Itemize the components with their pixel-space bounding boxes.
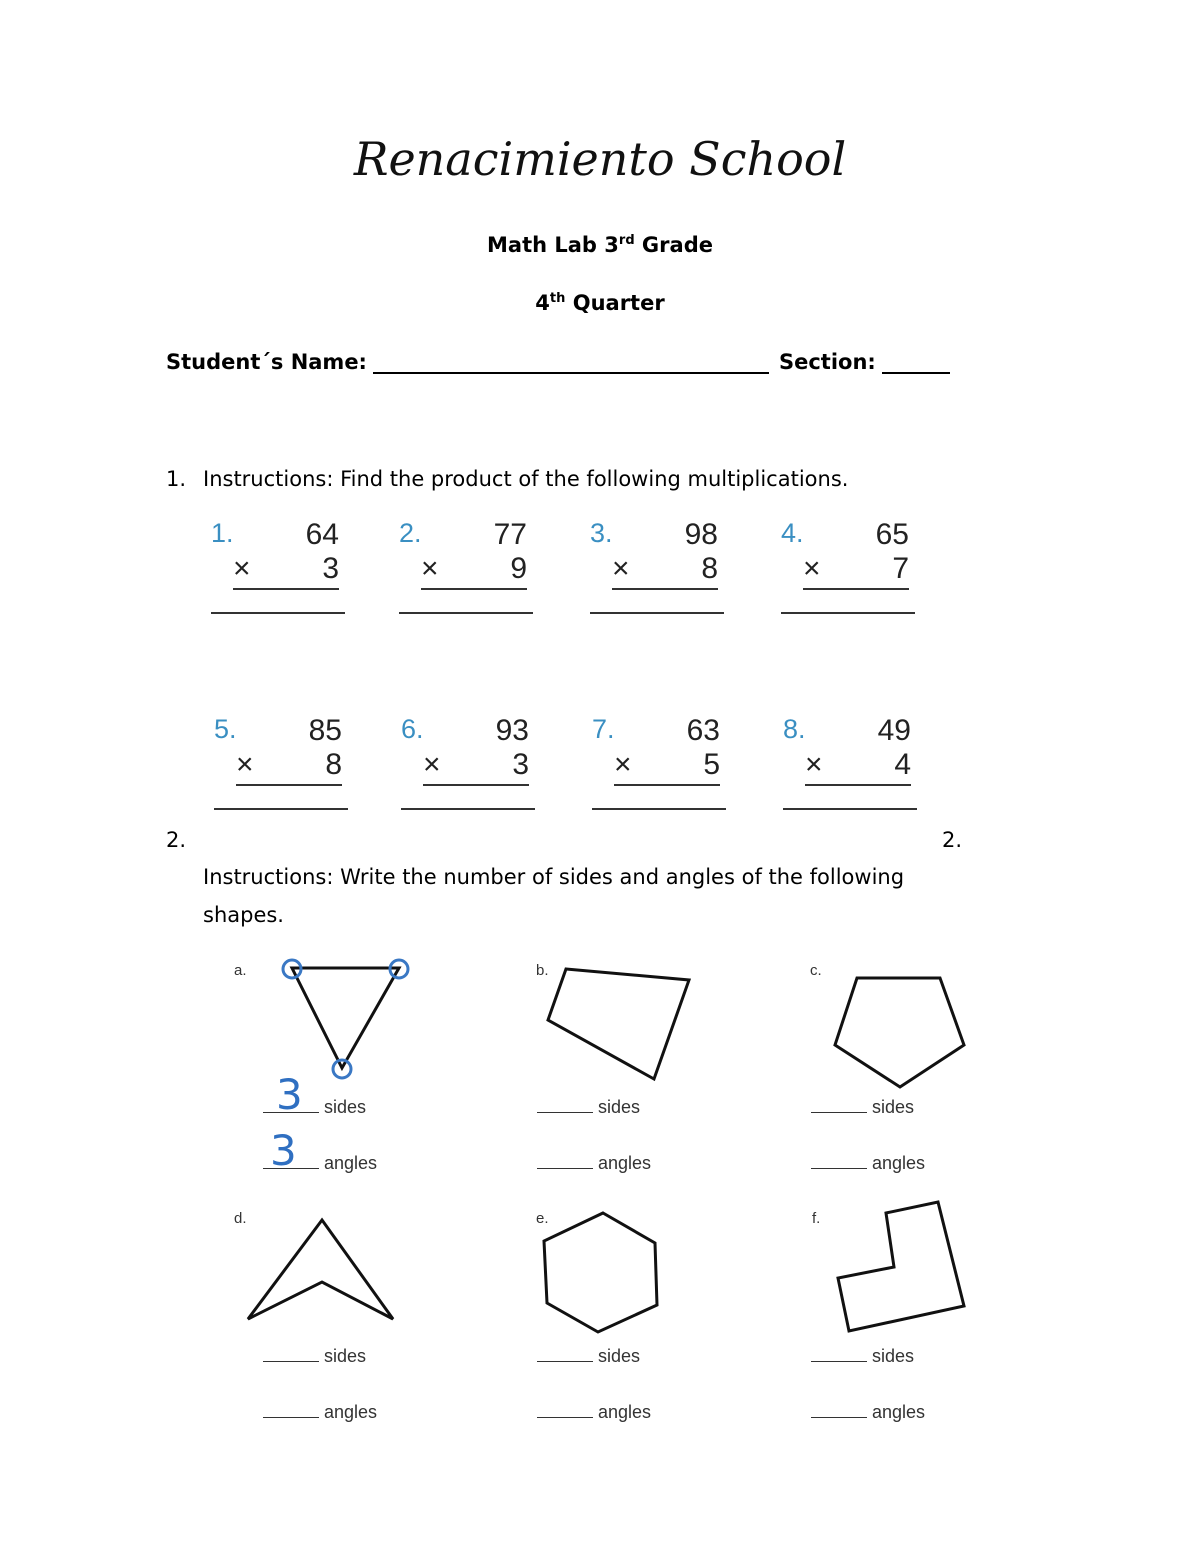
problem-number: 8. bbox=[783, 714, 806, 744]
problem-multiplicand: 98 bbox=[684, 518, 718, 551]
problem-multiplicand: 65 bbox=[875, 518, 909, 551]
problem-number: 4. bbox=[781, 518, 804, 548]
answer-blank[interactable] bbox=[214, 808, 348, 810]
l-shape bbox=[832, 1196, 972, 1336]
problem-7 bbox=[592, 714, 742, 824]
quadrilateral-shape bbox=[540, 960, 700, 1085]
answer-blank[interactable] bbox=[781, 612, 915, 614]
shape-letter-e: e. bbox=[536, 1210, 549, 1227]
part1-number: 1. bbox=[166, 467, 187, 491]
times-sign: × bbox=[803, 552, 821, 585]
shape-letter-f: f. bbox=[812, 1210, 821, 1227]
problem-number: 3. bbox=[590, 518, 613, 548]
part2-number-left: 2. bbox=[166, 828, 187, 852]
problem-2 bbox=[399, 518, 549, 628]
problem-5 bbox=[214, 714, 364, 824]
sides-blank-d[interactable]: sides bbox=[263, 1346, 366, 1367]
part2-instructions-line2: shapes. bbox=[203, 903, 284, 927]
problem-3 bbox=[590, 518, 740, 628]
course-title: Math Lab 3rd Grade bbox=[487, 233, 713, 257]
problem-multiplicand: 93 bbox=[495, 714, 529, 747]
problem-multiplier-row bbox=[805, 748, 911, 786]
part2-instructions-line1: Instructions: Write the number of sides and angles of the following bbox=[203, 865, 905, 889]
problem-multiplier: 8 bbox=[701, 552, 718, 585]
shape-letter-c: c. bbox=[810, 962, 822, 979]
answer-blank[interactable] bbox=[592, 808, 726, 810]
answer-blank[interactable] bbox=[401, 808, 535, 810]
problem-multiplier-row bbox=[423, 748, 529, 786]
problem-multiplier: 3 bbox=[322, 552, 339, 585]
shape-letter-d: d. bbox=[234, 1210, 247, 1227]
quarter-title: 4th Quarter bbox=[535, 291, 665, 315]
sides-blank-b[interactable]: sides bbox=[537, 1097, 640, 1118]
problem-number: 5. bbox=[214, 714, 237, 744]
arrowhead-shape bbox=[240, 1212, 400, 1327]
sides-blank-c[interactable]: sides bbox=[811, 1097, 914, 1118]
problem-multiplier: 3 bbox=[512, 748, 529, 781]
sides-blank-e[interactable]: sides bbox=[537, 1346, 640, 1367]
times-sign: × bbox=[614, 748, 632, 781]
hexagon-shape bbox=[538, 1207, 663, 1337]
section-blank[interactable] bbox=[882, 350, 950, 374]
pentagon-shape bbox=[830, 970, 970, 1095]
student-name-label: Student´s Name: bbox=[166, 350, 367, 374]
problem-multiplicand: 63 bbox=[686, 714, 720, 747]
times-sign: × bbox=[423, 748, 441, 781]
problem-multiplier-row bbox=[233, 552, 339, 590]
shape-letter-a: a. bbox=[234, 962, 247, 979]
school-title: Renacimiento School bbox=[353, 132, 847, 186]
problem-multiplier: 7 bbox=[892, 552, 909, 585]
problem-multiplier-row bbox=[421, 552, 527, 590]
problem-number: 1. bbox=[211, 518, 234, 548]
angles-blank-c[interactable]: angles bbox=[811, 1153, 925, 1174]
times-sign: × bbox=[421, 552, 439, 585]
problem-multiplier: 8 bbox=[325, 748, 342, 781]
student-name-blank[interactable] bbox=[373, 350, 769, 374]
handwritten-sides-answer-a: 3 bbox=[276, 1070, 303, 1119]
problem-multiplier-row bbox=[614, 748, 720, 786]
problem-multiplicand: 85 bbox=[308, 714, 342, 747]
angles-blank-d[interactable]: angles bbox=[263, 1402, 377, 1423]
problem-multiplier: 9 bbox=[510, 552, 527, 585]
problem-4 bbox=[781, 518, 931, 628]
section-label: Section: bbox=[778, 350, 876, 374]
problem-8 bbox=[783, 714, 933, 824]
problem-multiplier: 4 bbox=[894, 748, 911, 781]
angles-blank-f[interactable]: angles bbox=[811, 1402, 925, 1423]
part1-instructions: Instructions: Find the product of the following multiplications. bbox=[203, 467, 849, 491]
problem-multiplier: 5 bbox=[703, 748, 720, 781]
times-sign: × bbox=[236, 748, 254, 781]
problem-number: 7. bbox=[592, 714, 615, 744]
answer-blank[interactable] bbox=[783, 808, 917, 810]
problem-1 bbox=[211, 518, 361, 628]
answer-blank[interactable] bbox=[211, 612, 345, 614]
student-info-row bbox=[166, 350, 950, 374]
problem-6 bbox=[401, 714, 551, 824]
answer-blank[interactable] bbox=[399, 612, 533, 614]
problem-multiplier-row bbox=[236, 748, 342, 786]
angles-blank-b[interactable]: angles bbox=[537, 1153, 651, 1174]
problem-number: 2. bbox=[399, 518, 422, 548]
problem-multiplier-row bbox=[612, 552, 718, 590]
angles-blank-a[interactable]: angles bbox=[263, 1153, 377, 1174]
problem-multiplicand: 64 bbox=[305, 518, 339, 551]
times-sign: × bbox=[233, 552, 251, 585]
shape-letter-b: b. bbox=[536, 962, 549, 979]
problem-multiplicand: 77 bbox=[493, 518, 527, 551]
answer-blank[interactable] bbox=[590, 612, 724, 614]
sides-blank-a[interactable]: sides bbox=[263, 1097, 366, 1118]
sides-blank-f[interactable]: sides bbox=[811, 1346, 914, 1367]
problem-number: 6. bbox=[401, 714, 424, 744]
angles-blank-e[interactable]: angles bbox=[537, 1402, 651, 1423]
times-sign: × bbox=[805, 748, 823, 781]
part2-number-right: 2. bbox=[942, 828, 963, 852]
problem-multiplier-row bbox=[803, 552, 909, 590]
problem-multiplicand: 49 bbox=[877, 714, 911, 747]
handwritten-angles-answer-a: 3 bbox=[270, 1126, 297, 1175]
times-sign: × bbox=[612, 552, 630, 585]
